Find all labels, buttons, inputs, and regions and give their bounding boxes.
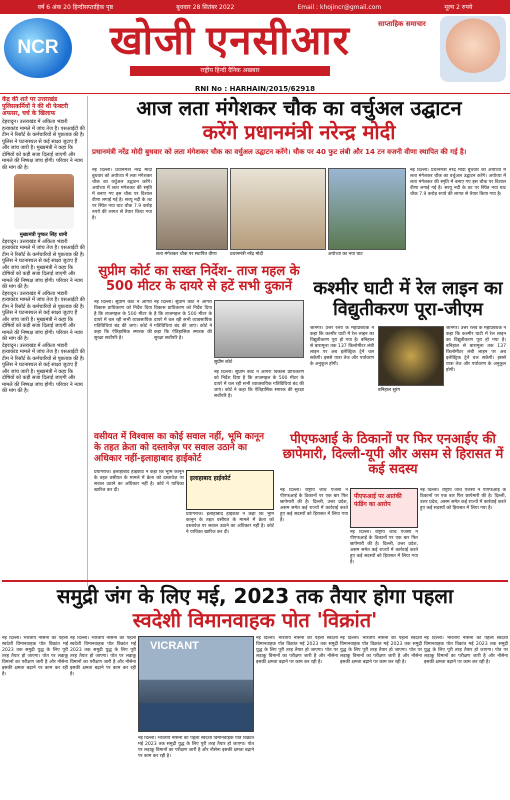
ncr-logo: NCR bbox=[4, 18, 72, 78]
bottom-headline-line1: समुद्री जंग के लिए मई, 2023 तक तैयार होगा पहला bbox=[56, 584, 454, 608]
bottom-body-6: नई दिल्ली। भारतीय नौसेना का पहला स्वदेशी विमानवाहक पोत विक्रांत मई 2023 तक समुद्री युद्ध के लिए पूरी तरह तैयार हो जाएगा। पोत पर लड़ाकू विमानों का परीक्षण जारी है और नौसेना इसकी क्षमता बढ़ाने पर काम कर रही है। bbox=[424, 636, 508, 665]
kashmir-caption: बनिहाल सुरंग bbox=[378, 388, 401, 393]
bottom-headline-line2: स्वदेशी विमानवाहक पोत 'विक्रांत' bbox=[132, 608, 378, 632]
rni-number: RNI No : HARHAIN/2015/62918 bbox=[0, 84, 510, 94]
main-body-col1: नई दिल्ली। प्रधानमंत्री नरेंद्र मोदी बुधवार को अयोध्या में लता मंगेशकर चौक का वर्चुअल उद्घाटन करेंगे। अयोध्या में लता मंगेशकर की स्मृति में बनाए गए इस चौक पर विशाल वीणा लगाई गई है। सरयू नदी के तट पर स्थित नया घाट चौक 7.9 करोड़ रुपये की लागत से तैयार किया गया है। bbox=[92, 168, 152, 221]
court-headline: सुप्रीम कोर्ट का सख्त निर्देश- ताज महल के 500 मीटर के दायरे से हटें सभी दुकानें bbox=[98, 264, 300, 294]
main-headline-line2: करेंगे प्रधानमंत्री नरेन्द्र मोदी bbox=[202, 120, 396, 144]
left-caption: मुख्यमंत्री पुष्कर सिंह धामी bbox=[19, 232, 68, 238]
date: बुधवार 28 सितंबर 2022 bbox=[176, 4, 235, 11]
pfi-body-1: नई दिल्ली। राष्ट्रीय जांच एजेंसी ने पीएफआई के ठिकानों पर एक बार फिर छापेमारी की है। दिल्ली, उत्तर प्रदेश, असम समेत कई राज्यों में कार्रवाई करते हुए कई सदस्यों को हिरासत में लिया गया है। bbox=[280, 488, 348, 523]
left-headline: केंद्र की शर्त पर उत्तराखंड पुलिसकर्मियों ने की थी फेक्टरी अफसर, चर्च के खिलाफ bbox=[2, 96, 69, 117]
pfi-headline: पीएफआई के ठिकानों पर फिर एनआईए की छापेमारी, दिल्ली-यूपी और असम से हिरासत में कई सदस्य bbox=[282, 432, 504, 477]
pfi-body-3: नई दिल्ली। राष्ट्रीय जांच एजेंसी ने पीएफआई के ठिकानों पर एक बार फिर छापेमारी की है। दिल्ली, उत्तर प्रदेश, असम समेत कई राज्यों में कार्रवाई करते हुए कई सदस्यों को हिरासत में लिया गया है। bbox=[420, 488, 506, 511]
caption-lata: लता मंगेशकर चौक पर स्थापित वीणा bbox=[156, 252, 217, 257]
court-body-3: नई दिल्ली। सुप्रीम कोर्ट ने आगरा विकास प्राधिकरण को निर्देश दिया है कि ताजमहल के 500 मीटर के दायरे में चल रही सभी व्यावसायिक गतिविधियां बंद की जाएं। कोर्ट ने कहा कि ऐतिहासिक स्मारक की सुरक्षा सर्वोपरि है। bbox=[214, 370, 304, 399]
kashmir-body-1: श्रीनगर। उत्तर रेलवे के महाप्रबंधक ने कहा कि कश्मीर घाटी में रेल लाइन का विद्युतीकरण पूरा हो गया है। बनिहाल से बारामूला तक 137 किलोमीटर लंबी लाइन पर अब इलेक्ट्रिक ट्रेनें चल सकेंगी। इससे यात्रा तेज और पर्यावरण के अनुकूल होगी। bbox=[310, 326, 374, 367]
ship-label: VICRANT bbox=[150, 640, 199, 652]
caption-ayodhya: अयोध्या का नया घाट bbox=[328, 252, 363, 257]
bottom-body-3: नई दिल्ली। भारतीय नौसेना का पहला स्वदेशी विमानवाहक पोत विक्रांत मई 2023 तक समुद्री युद्ध के लिए पूरी तरह तैयार हो जाएगा। पोत पर लड़ाकू विमानों का परीक्षण जारी है और नौसेना इसकी क्षमता बढ़ाने पर काम कर रही है। bbox=[138, 736, 254, 759]
price: मूल्य 2 रुपये bbox=[444, 4, 473, 11]
kashmir-body-2: श्रीनगर। उत्तर रेलवे के महाप्रबंधक ने कहा कि कश्मीर घाटी में रेल लाइन का विद्युतीकरण पूरा हो गया है। बनिहाल से बारामूला तक 137 किलोमीटर लंबी लाइन पर अब इलेक्ट्रिक ट्रेनें चल सकेंगी। इससे यात्रा तेज और पर्यावरण के अनुकूल होगी। bbox=[446, 326, 506, 373]
court-body-2: नई दिल्ली। सुप्रीम कोर्ट ने आगरा विकास प्राधिकरण को निर्देश दिया है कि ताजमहल के 500 मीटर के दायरे में चल रही सभी व्यावसायिक गतिविधियां बंद की जाएं। कोर्ट ने कहा कि ऐतिहासिक स्मारक की सुरक्षा सर्वोपरि है। bbox=[154, 300, 212, 341]
main-headline-line1: आज लता मंगेशकर चौक का वर्चुअल उद्घाटन bbox=[136, 96, 462, 120]
baby-photo bbox=[440, 16, 506, 82]
left-body-4: देहरादून। उत्तराखंड में अंकिता भंडारी हत्याकांड मामले में जांच तेज है। एसआईटी की टीम ने रिसॉर्ट के कर्मचारियों से पूछताछ की है। पुलिस ने घटनास्थल से कई साक्ष्य जुटाए हैं और जांच जारी है। मुख्यमंत्री ने कहा कि दोषियों को कड़ी सजा दिलाई जाएगी और मामले की निष्पक्ष जांच होगी। परिवार ने न्याय की मांग की है। bbox=[2, 342, 85, 394]
bottom-body-5: नई दिल्ली। भारतीय नौसेना का पहला स्वदेशी विमानवाहक पोत विक्रांत मई 2023 तक समुद्री युद्ध के लिए पूरी तरह तैयार हो जाएगा। पोत पर लड़ाकू विमानों का परीक्षण जारी है और नौसेना इसकी क्षमता बढ़ाने पर काम कर रही है। bbox=[340, 636, 422, 665]
top-bar bbox=[0, 0, 510, 14]
main-body-col-right: नई दिल्ली। प्रधानमंत्री नरेंद्र मोदी बुधवार को अयोध्या में लता मंगेशकर चौक का वर्चुअल उद्घाटन करेंगे। अयोध्या में लता मंगेशकर की स्मृति में बनाए गए इस चौक पर विशाल वीणा लगाई गई है। सरयू नदी के तट पर स्थित नया घाट चौक 7.9 करोड़ रुपये की लागत से तैयार किया गया है। bbox=[410, 168, 506, 197]
divider bbox=[2, 580, 508, 582]
hc-box: इलाहाबाद हाईकोर्ट bbox=[186, 470, 274, 510]
pfi-callout: पीएफआई पर आतंकी फंडिंग का आरोप bbox=[350, 488, 418, 528]
newspaper-title: खोजी एनसीआर bbox=[109, 18, 351, 63]
email[interactable]: Email : khojincr@gmail.com bbox=[297, 3, 382, 11]
main-headline bbox=[92, 96, 506, 144]
left-body-2: देहरादून। उत्तराखंड में अंकिता भंडारी हत्याकांड मामले में जांच तेज है। एसआईटी की टीम ने रिसॉर्ट के कर्मचारियों से पूछताछ की है। पुलिस ने घटनास्थल से कई साक्ष्य जुटाए हैं और जांच जारी है। मुख्यमंत्री ने कहा कि दोषियों को कड़ी सजा दिलाई जाएगी और मामले की निष्पक्ष जांच होगी। परिवार ने न्याय की मांग की है। bbox=[2, 238, 85, 290]
issue-info: वर्ष 6 अंक 20 हिन्दीसप्ताहिक पृष्ठ bbox=[37, 4, 114, 11]
tunnel-photo bbox=[378, 326, 444, 386]
bottom-body-4: नई दिल्ली। भारतीय नौसेना का पहला स्वदेशी विमानवाहक पोत विक्रांत मई 2023 तक समुद्री युद्ध के लिए पूरी तरह तैयार हो जाएगा। पोत पर लड़ाकू विमानों का परीक्षण जारी है और नौसेना इसकी क्षमता बढ़ाने पर काम कर रही है। bbox=[256, 636, 338, 665]
kashmir-headline: कश्मीर घाटी में रेल लाइन का विद्युतीकरण पूरा-जीएम bbox=[313, 278, 503, 320]
modi-photo bbox=[230, 168, 326, 250]
court-caption: सुप्रीम कोर्ट bbox=[214, 360, 233, 365]
bottom-body-2: नई दिल्ली। भारतीय नौसेना का पहला स्वदेशी विमानवाहक पोत विक्रांत मई 2023 तक समुद्री युद्ध के लिए पूरी तरह तैयार हो जाएगा। पोत पर लड़ाकू विमानों का परीक्षण जारी है और नौसेना इसकी क्षमता बढ़ाने पर काम कर रही है। bbox=[70, 636, 136, 677]
caption-modi: प्रधानमंत्री नरेंद्र मोदी bbox=[230, 252, 264, 257]
weekly-label: साप्ताहिक समाचार bbox=[378, 20, 426, 28]
person-photo bbox=[14, 174, 74, 229]
left-column bbox=[2, 96, 88, 586]
left-body-3: देहरादून। उत्तराखंड में अंकिता भंडारी हत्याकांड मामले में जांच तेज है। एसआईटी की टीम ने रिसॉर्ट के कर्मचारियों से पूछताछ की है। पुलिस ने घटनास्थल से कई साक्ष्य जुटाए हैं और जांच जारी है। मुख्यमंत्री ने कहा कि दोषियों को कड़ी सजा दिलाई जाएगी और मामले की निष्पक्ष जांच होगी। परिवार ने न्याय की मांग की है। bbox=[2, 290, 85, 342]
lata-photo bbox=[156, 168, 228, 250]
court-photo bbox=[214, 300, 304, 358]
hc-body-1: प्रयागराज। इलाहाबाद हाईकोर्ट ने कहा कि भूमि कानून के तहत वसीयत के मामले में क्रेता को दस्तावेज़ पर सवाल उठाने का अधिकार नहीं है। कोर्ट ने याचिका खारिज कर दी। bbox=[94, 470, 184, 493]
tagline: राष्ट्रीय हिन्दी दैनिक अखबार bbox=[130, 66, 330, 76]
ayodhya-photo bbox=[328, 168, 406, 250]
bottom-body-1: नई दिल्ली। भारतीय नौसेना का पहला स्वदेशी विमानवाहक पोत विक्रांत मई 2023 तक समुद्री युद्ध के लिए पूरी तरह तैयार हो जाएगा। पोत पर लड़ाकू विमानों का परीक्षण जारी है और नौसेना इसकी क्षमता बढ़ाने पर काम कर रही है। bbox=[2, 636, 68, 677]
main-subline: प्रधानमंत्री नरेंद्र मोदी बुधवार को लता मंगेशकर चौक का वर्चुअल उद्घाटन करेंगे। चौक पर 40 फुट लंबी और 14 टन वजनी वीणा स्थापित की गई है। bbox=[92, 148, 467, 156]
pfi-body-2: नई दिल्ली। राष्ट्रीय जांच एजेंसी ने पीएफआई के ठिकानों पर एक बार फिर छापेमारी की है। दिल्ली, उत्तर प्रदेश, असम समेत कई राज्यों में कार्रवाई करते हुए कई सदस्यों को हिरासत में लिया गया है। bbox=[350, 530, 418, 565]
hc-headline: वसीयत में विश्वास का कोई सवाल नहीं, भूमि कानून के तहत क्रेता को दस्तावेज़ पर सवाल उठाने का अधिकार नहीं-इलाहाबाद हाईकोर्ट bbox=[94, 432, 265, 464]
hc-body-2: प्रयागराज। इलाहाबाद हाईकोर्ट ने कहा कि भूमि कानून के तहत वसीयत के मामले में क्रेता को दस्तावेज़ पर सवाल उठाने का अधिकार नहीं है। कोर्ट ने याचिका खारिज कर दी। bbox=[186, 512, 274, 535]
court-body-1: नई दिल्ली। सुप्रीम कोर्ट ने आगरा विकास प्राधिकरण को निर्देश दिया है कि ताजमहल के 500 मीटर के दायरे में चल रही सभी व्यावसायिक गतिविधियां बंद की जाएं। कोर्ट ने कहा कि ऐतिहासिक स्मारक की सुरक्षा सर्वोपरि है। bbox=[94, 300, 152, 341]
bottom-headline bbox=[2, 584, 508, 632]
left-body-1: देहरादून। उत्तराखंड में अंकिता भंडारी हत्याकांड मामले में जांच तेज है। एसआईटी की टीम ने रिसॉर्ट के कर्मचारियों से पूछताछ की है। पुलिस ने घटनास्थल से कई साक्ष्य जुटाए हैं और जांच जारी है। मुख्यमंत्री ने कहा कि दोषियों को कड़ी सजा दिलाई जाएगी और मामले की निष्पक्ष जांच होगी। परिवार ने न्याय की मांग की है। bbox=[2, 119, 85, 171]
